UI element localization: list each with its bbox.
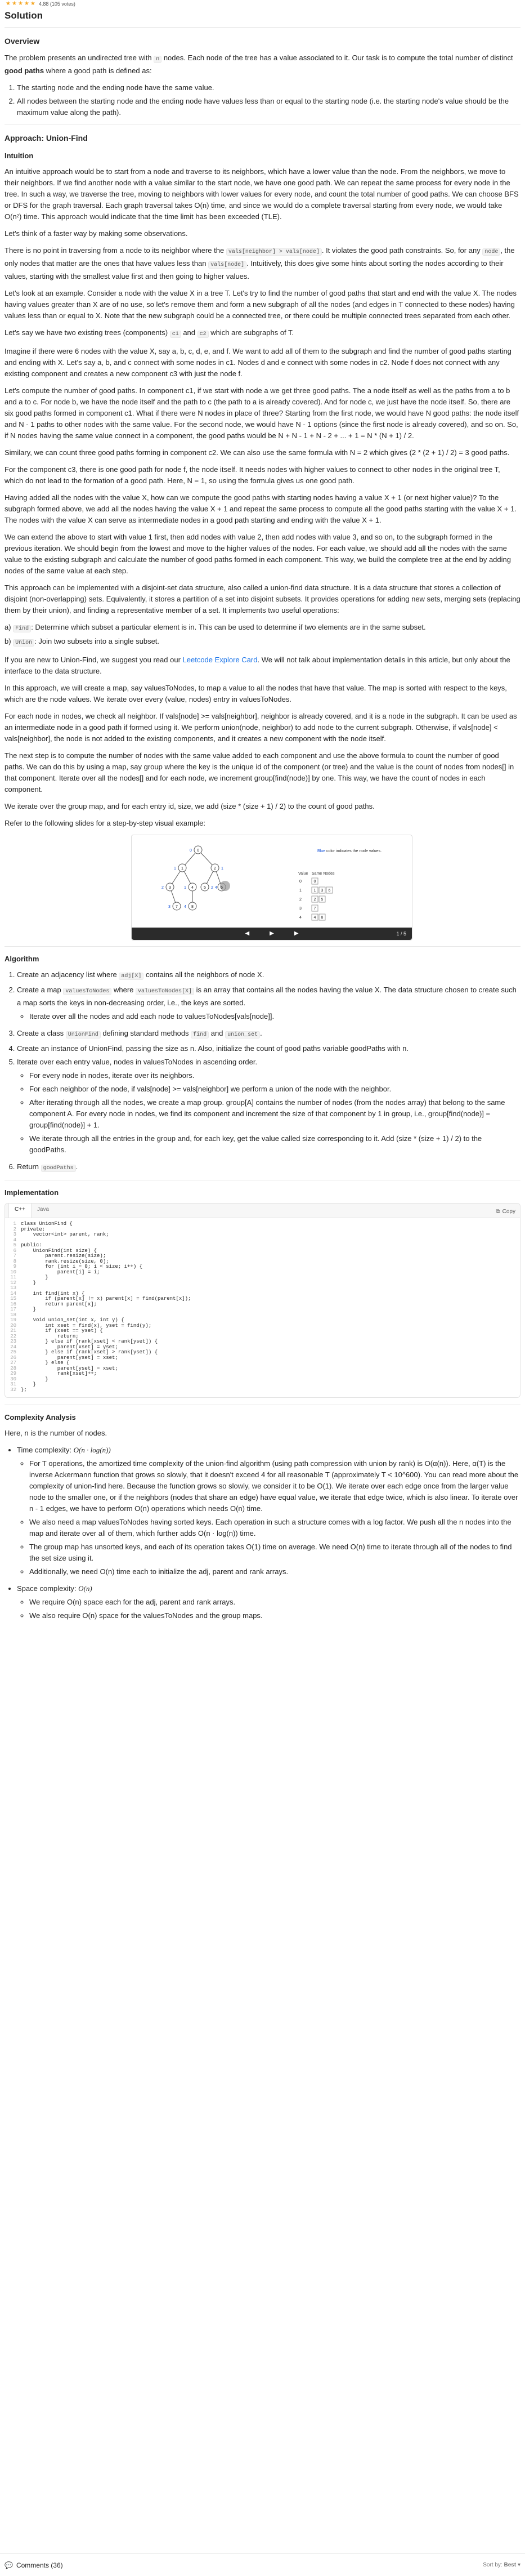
intuition-paragraph: Let's look at an example. Consider a node with the value X in a tree T. Let's try to find the number of good paths that start and end with the value X. The nodes having values greater than X are of no use, so let's remove them and form a new subgraph of all the nodes (and edges in T connected to these nodes) having values less than or equal to X. Note that the new subgraph could be a connected tree, or there could be multiple connected trees separated from each other. (5, 289, 517, 320)
list-item: 1. Create an adjacency list where adj[X] contains all the neighbors of node X. (17, 969, 520, 982)
code-line: 19 void union_set(int x, int y) { (10, 1317, 124, 1323)
divider (5, 946, 520, 947)
list-item: 5. Iterate over each entry value, nodes in valuesToNodes in ascending order. ◦ For every node in nodes, iterate over its neighbors. ◦ For each neighbor of the node, if vals[node] >= vals[neighbor] we perform a union of the node with the neighbor. ◦ After iterating through all the nodes, we create a map group. group[A] contains the number of nodes (from the nodes array) that belong to the same component A. For every node in nodes, we find its component and increment the size of that component by 1 in group, i.e., group[find(node)] = group[find(node)] + 1. ◦ We iterate through all the entries in the group and, for each key, get the value called size corresponding to it. Add (size * (size + 1) / 2) to the goodPaths. (17, 1057, 520, 1156)
tree-diagram (132, 835, 412, 928)
code-line: 30 } (10, 1376, 48, 1382)
code-line: 1 class UnionFind { (13, 1221, 73, 1227)
code-line: 2 private: (13, 1226, 46, 1232)
approach-heading: Approach: Union-Find (5, 133, 88, 142)
table-cell: 3 (321, 889, 324, 893)
table-cell: 5 (321, 898, 324, 902)
intuition-paragraph: Having added all the nodes with the value X, how can we compute the good paths with starting nodes having a value X + 1 (or next higher value)? To the subgraph formed above, we add all the nodes having the value X + 1 and repeat the same process to compute all the good paths starting with the value X + 1. The nodes with the value X can serve as intermediate nodes in a good path starting and ending with the value X + 1. (5, 493, 517, 524)
list-item: ◦ We also need a map valuesToNodes having sorted keys. Each operation in such a structure comes with a log factor. We push all the n nodes into the map and iterate over all of them, which further adds O(n · log(n)) time. (29, 1517, 520, 1539)
intuition-paragraph: The next step is to compute the number of nodes with the same value added to each component and use the above formula to count the number of good paths. We can do this by using a map, say group where the key is the unique id of the component (or tree) and the value is the count of nodes from nodes[] in that component. Iterate over all the nodes[] and for each node, we increment group[find(node)] by one. This way, we have the count of nodes in each component. (5, 751, 514, 794)
intuition-paragraph: An intuitive approach would be to start from a node and traverse to its neighbors, which have a lower value than the node. From the neighbors, we move to their neighbors. If we find another node with a value similar to the start node, we have one good path. We can repeat the same process for every node in the tree. In such a way, we traverse the tree, moving to neighbors with lower values for every node, and count the total number of good paths. We can choose BFS or DFS for the graph traversal. Each graph traversal takes O(n) time, and since we would do a complete traversal starting from every node, we would take O(n²) time. This approach would indicate that the time limit has been exceeded (TLE). (5, 167, 519, 221)
table-cell: 4 (313, 916, 316, 920)
code-editor (5, 1203, 520, 1398)
comments-bar (0, 2553, 525, 2576)
list-item: 4. Create an instance of UnionFind, passing the size as n. Also, initialize the count of good paths variable goodPaths with n. (17, 1043, 520, 1054)
table-cell: 0 (313, 880, 316, 884)
list-item: ◦ Additionally, we need O(n) time each to initialize the adj, parent and rank arrays. (29, 1566, 520, 1577)
intuition-paragraph: Imagine if there were 6 nodes with the value X, say a, b, c, d, e, and f. We want to add all of them to the subgraph and find the number of good paths starting and ending with X. Let's say a, b, and c connect with some nodes in c1. Nodes d and e connect with some nodes in c2. Node f does not connect with any existing component and creates a new component c3 with just the node f. (5, 347, 511, 378)
explore-card-link[interactable]: Leetcode Explore Card (182, 656, 258, 664)
code-line: 4 (13, 1237, 16, 1243)
code-line: 11 } (10, 1274, 48, 1280)
code-line: 13 (10, 1285, 16, 1291)
intuition-paragraph: For each node in nodes, we check all neighbor. If vals[node] >= vals[neighbor], neighbor is already covered, and it is a node in the subgraph. It can be used as an intermediate node in a good path if formed using it. We perform union(node, neighbor) to add node to the current subgraph. Otherwise, if vals[node] < vals[neighbor], the node is not added to the existing components, and it creates a new component with the node itself. (5, 712, 517, 743)
code-line: 26 parent[yset] = xset; (10, 1354, 118, 1361)
code-line: 23 } else if (rank[xset] < rank[yset]) { (10, 1339, 158, 1344)
sort-control[interactable]: Sort by: Best ▾ (483, 2561, 520, 2568)
overview-paragraph: The problem presents an undirected tree with n nodes. Each node of the tree has a value associated to it. Our task is to compute the total number of distinct good paths where a good path is defined as: (5, 54, 513, 75)
intuition-paragraph: This approach can be implemented with a disjoint-set data structure, also called a union-find data structure. It is a data structure that stores a collection of disjoint (non-overlapping) sets. Equivalently, it stores a partition of a set into disjoint subsets. It provides operations for adding new sets, merging sets (replacing them by their union), and finding a representative member of a set. It implements two useful operations: (5, 583, 520, 614)
table-value: 4 (299, 916, 302, 920)
list-item: • Space complexity: O(n) ◦ We require O(n) space each for the adj, parent and rank arrays. ◦ We also require O(n) space for the valuesToNodes and the group maps. (17, 1583, 520, 1621)
copy-icon: ⧉ (496, 1209, 500, 1215)
rating-text: 4.88 (105 votes) (38, 1, 75, 7)
comment-icon: 💬 (5, 2561, 13, 2569)
code-line: 27 } else { (10, 1360, 70, 1366)
code-line: 10 parent[i] = i; (10, 1269, 100, 1275)
tab-cpp[interactable]: C++ (8, 1203, 32, 1218)
complexity-heading: Complexity Analysis (5, 1413, 76, 1421)
code-line: 20 int xset = find(x), yset = find(y); (10, 1322, 152, 1329)
node-value: 1 (221, 867, 223, 871)
table-header: Value (298, 872, 308, 876)
list-item: ◦ For each neighbor of the node, if vals[node] >= vals[neighbor] we perform a union of the node with the neighbor. (29, 1084, 520, 1095)
code-line: 9 for (int i = 0; i < size; i++) { (13, 1264, 143, 1269)
list-item: ◦ We also require O(n) space for the valuesToNodes and the group maps. (29, 1610, 520, 1621)
star-icon[interactable]: ★ (6, 1, 11, 7)
list-item: ◦ Iterate over all the nodes and add each node to valuesToNodes[vals[node]]. (29, 1011, 520, 1022)
code-line: 7 parent.resize(size); (13, 1253, 106, 1259)
complexity-intro: Here, n is the number of nodes. (5, 1429, 107, 1437)
code-line: 25 } else if (rank[xset] > rank[yset]) { (10, 1349, 158, 1355)
code-line: 31 } (10, 1381, 37, 1387)
copy-button[interactable]: ⧉ Copy (496, 1206, 516, 1218)
code-line: 28 parent[yset] = xset; (10, 1365, 118, 1371)
intuition-paragraph: Similary, we can count three good paths forming in component c2. We can also use the same formula with N = 2 which gives (2 * (2 + 1) / 2) = 3 good paths. (5, 448, 510, 457)
intuition-paragraph: Let's think of a faster way by making some observations. (5, 229, 188, 238)
good-path-definition-list (17, 82, 520, 118)
list-item: ◦ After iterating through all the nodes, we create a map group. group[A] contains the number of nodes (from the nodes array) that belong to the same component A. For every node in nodes, we find its component and increment the size of that component by 1 in group, i.e., group[find(node)] = group[find(node)] + 1. (29, 1097, 520, 1131)
table-cell: 1 (313, 889, 316, 893)
table-header: Same Nodes (312, 872, 335, 876)
intuition-paragraph: Let's compute the number of good paths. In component c1, if we start with node a we get three good paths. The a node itself as well as the paths from a to b and a to c. For node b, we have the node itself and the path to c (the path to a is already covered). And for node c, we just have the node itself. So, there are six good paths formed in component c1. What if there were N nodes in place of three? Starting from the first node, we would have N good paths: the node itself and N - 1 paths to other nodes with the same value. For the second node, we would have N - 1 options (since the first node is already covered), and so on. So, if N nodes having the same value connect in a component, the good paths would be N + N - 1 + N - 2 + ... + 1 = N * (N + 1) / 2. (5, 386, 519, 440)
figure-note: Blue color indicates the node values. (317, 849, 382, 853)
chevron-down-icon: ▾ (517, 2561, 520, 2568)
code-line: 6 UnionFind(int size) { (13, 1247, 97, 1254)
code-line: 12 } (10, 1280, 37, 1286)
node-value: 3 (168, 905, 170, 909)
node-value: 4 (184, 905, 186, 909)
node-label: 2 (214, 867, 216, 871)
intuition-paragraph: We iterate over the group map, and for each entry id, size, we add (size * (size + 1) / 2) to the count of good paths. (5, 802, 375, 810)
list-item: 1. The starting node and the ending node have the same value. (17, 82, 520, 93)
code-line: 16 return parent[x]; (10, 1301, 97, 1307)
complexity-list (17, 1445, 520, 1621)
divider (5, 27, 520, 28)
intuition-heading: Intuition (5, 151, 34, 160)
table-value: 1 (299, 889, 302, 893)
code-line: 22 return; (10, 1333, 79, 1339)
list-item: • Time complexity: O(n · log(n)) ◦ For T operations, the amortized time complexity of the union-find algorithm (using path compression with union by rank) is O(α(n)). Here, α(T) is the inverse Ackermann function that grows so slowly, that it doesn't exceed 4 for all reasonable T (approximately T < 10^600). You can read more about the complexity of union-find here. Because the function grows so slowly, we consider it to be O(1). We iterate over each edge once from the larger value node to the smaller one, or if the neighbors (nodes that share an edge) have equal value, we iterate that edge twice, which is also linear. To iterate over n - 1 edges, we have to perform O(n) operations which needs O(n) time. ◦ We also need a map valuesToNodes having sorted keys. Each operation in such a structure comes with a log factor. We push all the n nodes into the map and iterate over all of them, which further adds O(n · log(n)) time. ◦ The group map has unsorted keys, and each of its operation takes O(1) time on average. We need O(n) time to iterate through all of the nodes to find the set size using it. ◦ Additionally, we need O(n) time each to initialize the adj, parent and rank arrays. (17, 1445, 520, 1577)
algorithm-steps (17, 969, 520, 1174)
intuition-paragraph: Refer to the following slides for a step-by-step visual example: (5, 819, 205, 827)
prev-slide-icon[interactable]: ◀ (245, 930, 250, 937)
language-tabs (5, 1204, 520, 1218)
table-value: 3 (299, 907, 302, 911)
node-value: 1 (174, 867, 176, 871)
intuition-paragraph: Let's say we have two existing trees (components) c1 and c2 which are subgraphs of T. (5, 328, 294, 337)
node-label: 3 (169, 886, 171, 890)
list-item: ◦ For every node in nodes, iterate over its neighbors. (29, 1070, 520, 1081)
code-line: 17 } (10, 1307, 37, 1312)
algorithm-heading: Algorithm (5, 955, 39, 963)
node-label: 0 (197, 849, 199, 853)
list-item: ◦ We iterate through all the entries in the group and, for each key, get the value called size corresponding to it. Add (size * (size + 1) / 2) to the goodPaths. (29, 1133, 520, 1156)
list-item: 2. Create a map valuesToNodes where valuesToNodes[X] is an array that contains all the nodes having the value X. The data structure chosen to create such a map sorts the keys in non-decreasing order, i.e., the keys are sorted. ◦ Iterate over all the nodes and add each node to valuesToNodes[vals[node]]. (17, 984, 520, 1022)
table-cell: 6 (328, 889, 331, 893)
comments-toggle[interactable] (5, 2560, 63, 2571)
node-label: 4 (191, 886, 194, 890)
table-value: 0 (299, 880, 302, 884)
table-cell: 8 (321, 916, 324, 920)
rating-bar (0, 0, 525, 8)
code-body (5, 1218, 520, 1397)
code-line: 32 }; (10, 1387, 27, 1393)
node-label: 8 (191, 905, 194, 909)
list-item: 2. All nodes between the starting node and the ending node have values less than or equal to the starting node (i.e. the starting node's value should be the maximum value along the path). (17, 96, 520, 118)
table-cell: 2 (313, 898, 316, 902)
slides-figure (131, 835, 412, 941)
code-line: 18 (10, 1312, 16, 1318)
slide-controls (132, 928, 412, 940)
operation-find: a) Find : Determine which subset a particular element is in. This can be used to determine if two elements are in the same subset. (5, 623, 426, 632)
node-value: 0 (190, 849, 192, 853)
node-value: 2 (161, 886, 164, 890)
node-label: 1 (181, 867, 183, 871)
code-line: 3 vector<int> parent, rank; (13, 1232, 109, 1237)
overview-heading: Overview (5, 37, 40, 46)
intuition-paragraph: There is no point in traversing from a node to its neighbor where the vals[neighbor] > vals[node] . It violates the good path constraints. So, for any node , the only nodes that matter are the ones that have values less than vals[node] . Intuitively, this does give some hints about sorting the nodes according to their values, starting with the smallest value first and then going to higher values. (5, 246, 515, 280)
play-icon[interactable]: ▶ (270, 930, 274, 937)
list-item: ◦ We require O(n) space each for the adj, parent and rank arrays. (29, 1597, 520, 1608)
node-label: 7 (176, 905, 178, 909)
star-icon[interactable]: ★ (11, 1, 17, 7)
star-icon[interactable]: ★ (17, 1, 23, 7)
node-value: 1 (184, 886, 186, 890)
implementation-heading: Implementation (5, 1188, 59, 1197)
code-line: 29 rank[xset]++; (10, 1371, 97, 1376)
intuition-paragraph: For the component c3, there is one good path for node f, the node itself. It needs nodes with higher values to connect to other nodes in the original tree T, which do not lead to the formation of a good path. Here, N = 1, so using the formula gives us one good path. (5, 465, 500, 485)
code-line: 24 parent[xset] = yset; (10, 1344, 118, 1350)
page-title: Solution (5, 10, 43, 21)
intuition-paragraph: In this approach, we will create a map, say valuesToNodes, to map a value to all the nodes that have that value. The map is sorted with respect to the keys, which are the node values. We iterate over every (value, nodes) entry in valuesToNodes. (5, 684, 507, 703)
table-value: 2 (299, 898, 302, 902)
article-content (0, 35, 525, 1621)
list-item: 3. Create a class UnionFind defining standard methods find and union_set . (17, 1028, 520, 1041)
intuition-paragraph: We can extend the above to start with value 1 first, then add nodes with value 2, then add nodes with value 3, and so on, to the subgraph formed in the previous iteration. We should begin from the lowest and move to the higher values of the nodes. For each value, we should add all the nodes with the same value to the existing subgraph and calculate the number of good paths formed in each component. This way, we build the complete tree at the end by adding nodes of the same value at each step. (5, 533, 511, 575)
code-line: 5 public: (13, 1242, 42, 1248)
list-item: ◦ For T operations, the amortized time complexity of the union-find algorithm (using path compression with union by rank) is O(α(n)). Here, α(T) is the inverse Ackermann function that grows so slowly, that it doesn't exceed 4 for all reasonable T (approximately T < 10^600). You can read more about the complexity of union-find here. Because the function grows so slowly, we consider it to be O(1). We iterate over each edge once from the larger value node to the smaller one, or if the neighbors (nodes that share an edge) have equal value, we iterate that edge twice, which is also linear. To iterate over n - 1 edges, we have to perform O(n) operations which needs O(n) time. (29, 1458, 520, 1514)
next-slide-icon[interactable]: ▶ (294, 930, 299, 937)
comments-count: Comments (36) (16, 2561, 63, 2569)
star-icon[interactable]: ★ (30, 1, 35, 7)
star-icon[interactable]: ★ (24, 1, 29, 7)
slide-counter: 1 / 5 (396, 931, 406, 937)
list-item: 6. Return goodPaths . (17, 1161, 520, 1174)
list-item: ◦ The group map has unsorted keys, and each of its operation takes O(1) time on average. We need O(n) time to iterate through all of the nodes to find the set size using it. (29, 1541, 520, 1564)
node-label: 5 (204, 886, 206, 890)
code-line: 21 if (xset == yset) { (10, 1328, 103, 1334)
node-value: 4 (215, 886, 217, 890)
intuition-paragraph: If you are new to Union-Find, we suggest you read our Leetcode Explore Card. We will not talk about implementation details in this article, but only about the interface to the data structure. (5, 656, 510, 675)
code-line: 8 rank.resize(size, 0); (13, 1258, 109, 1264)
table-cell: 7 (313, 907, 316, 911)
code-line: 15 if (parent[x] != x) parent[x] = find(parent[x]); (10, 1296, 191, 1302)
tab-java[interactable]: Java (37, 1206, 50, 1213)
operation-union: b) Union : Join two subsets into a single subset. (5, 637, 160, 646)
node-value: 2 (211, 886, 213, 890)
code-line: 14 int find(int x) { (10, 1290, 85, 1296)
node-label: 6 (221, 886, 223, 890)
